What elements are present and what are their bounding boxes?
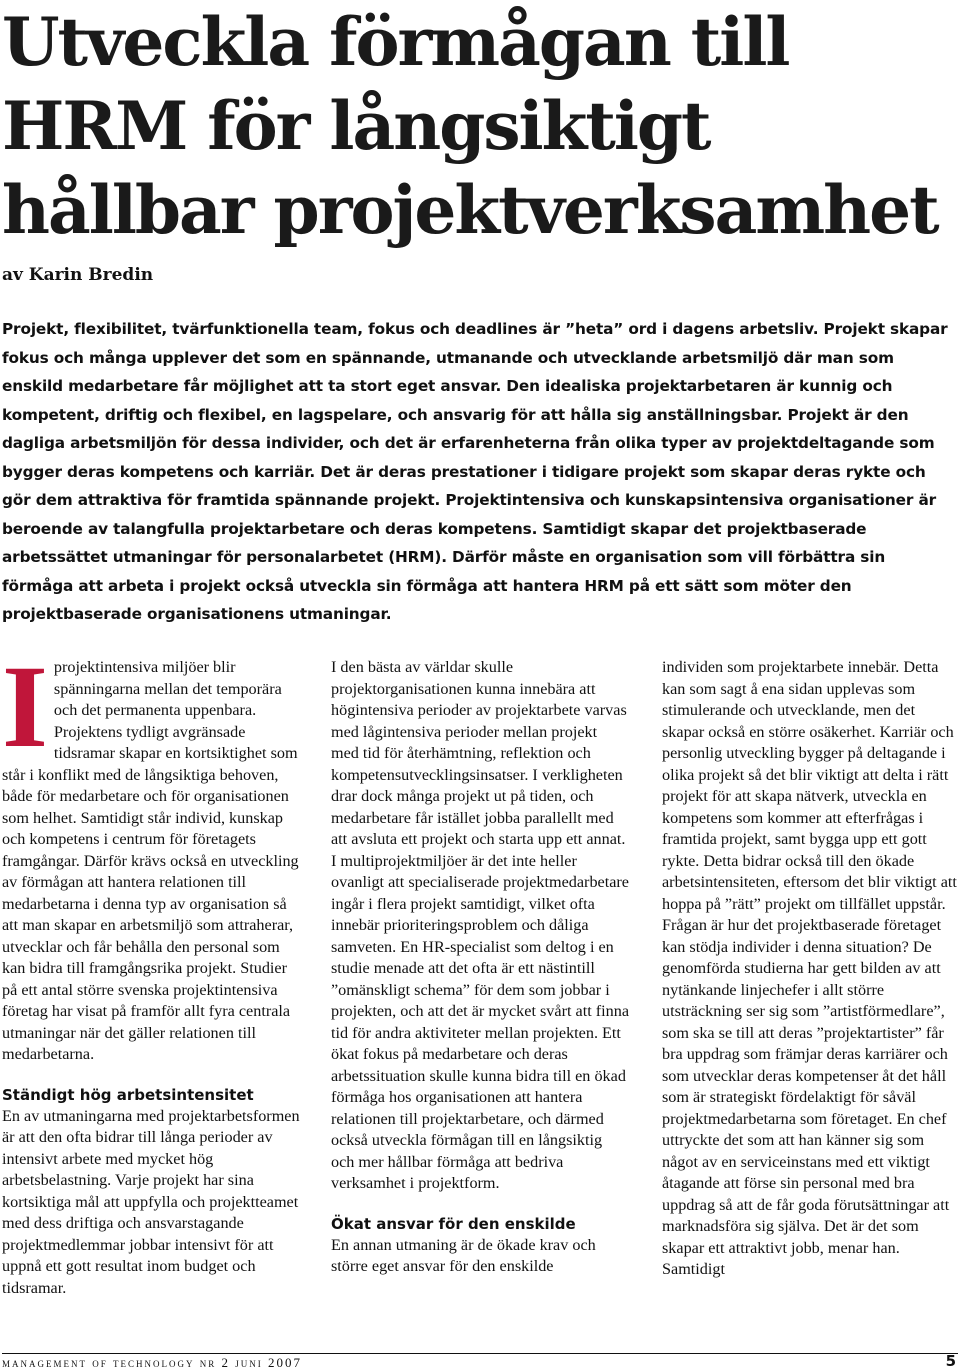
page-number: 5 bbox=[945, 1352, 956, 1370]
column-3 bbox=[662, 657, 960, 1281]
column-3-paragraph-1: individen som projektarbete innebär. Detta kan som sagt å ena sidan upplevas som stimulerande och utvecklande, men det skapar också en större osäkerhet. Karriär och personlig utveckling bygger på deltagande i olika projekt så det blir viktigt att delta i rätt projekt för att skapa nätverk, utveckla en kompetens som kommer att efterfrågas i framtida projekt, samt bygga upp ett gott rykte. Detta bidrar också till den ökade arbetsintensiteten, eftersom det blir viktigt att hoppa på ”rätt” projekt om tillfället uppstår. Frågan är hur det projektbaserade företaget kan stödja individer i denna situation? De genomförda studierna har gett bilden av att nytänkande linjechefer i allt större utsträckning ser sig som ”artistförmedlare”, som ska se till att deras ”projektartister” får bra uppdrag som främjar deras karriärer och som utvecklar deras kompetenser åt det håll som är strategiskt fördelaktigt för såväl projektmedarbetarna som företaget. En chef uttryckte det som att han känner sig som något av en serviceinstans med ett viktigt åtagande att förse sin personal med bra uppdrag så att de får goda förutsättningar att marknadsföra sig själva. Det är det som skapar ett attraktivt jobb, menar han. Samtidigt bbox=[662, 658, 957, 1278]
drop-cap: I bbox=[2, 641, 48, 772]
column-2 bbox=[331, 657, 629, 1278]
column-1-paragraph-1: projektintensiva miljöer blir spänningarna mellan det temporära och det permanenta uppenbara. Projektens tydligt avgränsade tidsramar skapar en kortsiktighet som står i konflikt med de långsiktiga behoven, både för medarbetare och för organisationen som helhet. Samtidigt står individ, kunskap och kompetens i centrum för företagets framgångar. Därför krävs också en utveckling av förmågan att hantera relationen till medarbetarna i denna typ av organisation så att man skapar en arbetsmiljö som attraherar, utvecklar och får behålla den personal som kan bidra till framgångsrika projekt. Studier på ett antal större svenska projektintensiva företag har visat på framför allt fyra centrala utmaningar när det gäller relationen till medarbetarna. bbox=[2, 658, 299, 1063]
article-byline: av Karin Bredin bbox=[2, 265, 154, 285]
page-footer bbox=[2, 1353, 958, 1372]
column-1 bbox=[2, 641, 300, 1299]
article-title: Utveckla förmågan till HRM för långsiktigt hållbar projektverksamhet bbox=[2, 3, 938, 249]
column-2-paragraph-1: I den bästa av världar skulle projektorganisationen kunna innebära att högintensiva perioder av projektarbete varvas med lågintensiva perioder mellan projekt med tid för återhämtning, reflektion och kompetensutvecklingsinsatser. I verkligheten drar dock många projekt ut på tiden, och medarbetare får istället jobba parallellt med att avsluta ett projekt och starta upp ett annat. I multiprojektmiljöer är det inte heller ovanligt att specialiserade projektmedarbetare ingår i flera projekt samtidigt, vilket ofta innebär prioriteringsproblem och dåliga samveten. En HR-specialist som deltog i en studie menade att det ofta är ett nästintill ”omänskligt schema” för dem som jobbar i projekten, och att det är mycket svårt att finna tid för andra aktiviteter mellan projekten. Ett ökat fokus på medarbetare och deras arbetssituation skulle kunna bidra till en ökad förmåga hos organisationen att hantera relationen till projektarbetare, och därmed också utveckla förmågan till en långsiktig och mer hållbar förmåga att bedriva verksamhet i projektform. bbox=[331, 658, 630, 1192]
footer-publication: management of technology nr 2 juni 2007 bbox=[2, 1355, 302, 1370]
subheading-arbetsintensitet: Ständigt hög arbetsintensitet bbox=[2, 1085, 254, 1104]
column-2-paragraph-2: En annan utmaning är de ökade krav och större eget ansvar för den enskilde bbox=[331, 1235, 596, 1275]
subheading-okat-ansvar: Ökat ansvar för den enskilde bbox=[331, 1214, 576, 1233]
column-1-paragraph-2: En av utmaningarna med projektarbetsformen är att den ofta bidrar till långa perioder av intensivt arbete med mycket hög arbetsbelastning. Varje projekt har sina kortsiktiga mål att uppfylla och projektteamet med dess driftiga och ansvarstagande projektmedlemmar jobbar intensivt för att uppnå ett gott resultat inom budget och tidsramar. bbox=[2, 1106, 300, 1297]
article-lead: Projekt, flexibilitet, tvärfunktionella team, fokus och deadlines är ”heta” ord i dagens arbetsliv. Projekt skapar fokus och många upplever det som en spännande, utmanande och utvecklande arbetsmiljö där man som enskild medarbetare får möjlighet att ta stort eget ansvar. Den idealiska projektarbetaren är kunnig och kompetent, driftig och flexibel, en lagspelare, och ansvarig för att hålla sig anställningsbar. Projekt är den dagliga arbetsmiljön för dessa individer, och det är erfarenheterna från olika typer av projektdeltagande som bygger deras kompetens och karriär. Det är deras prestationer i tidigare projekt som skapar deras rykte och gör dem attraktiva för framtida spännande projekt. Projektintensiva och kunskapsintensiva organisationer är beroende av talangfulla projektarbetare och deras kompetens. Samtidigt skapar det projektbaserade arbetssättet utmaningar för personalarbetet (HRM). Därför måste en organisation som vill förbättra sin förmåga att arbeta i projekt också utveckla sin förmåga att hantera HRM på ett sätt som möter den projektbaserade organisationens utmaningar. bbox=[2, 320, 948, 623]
